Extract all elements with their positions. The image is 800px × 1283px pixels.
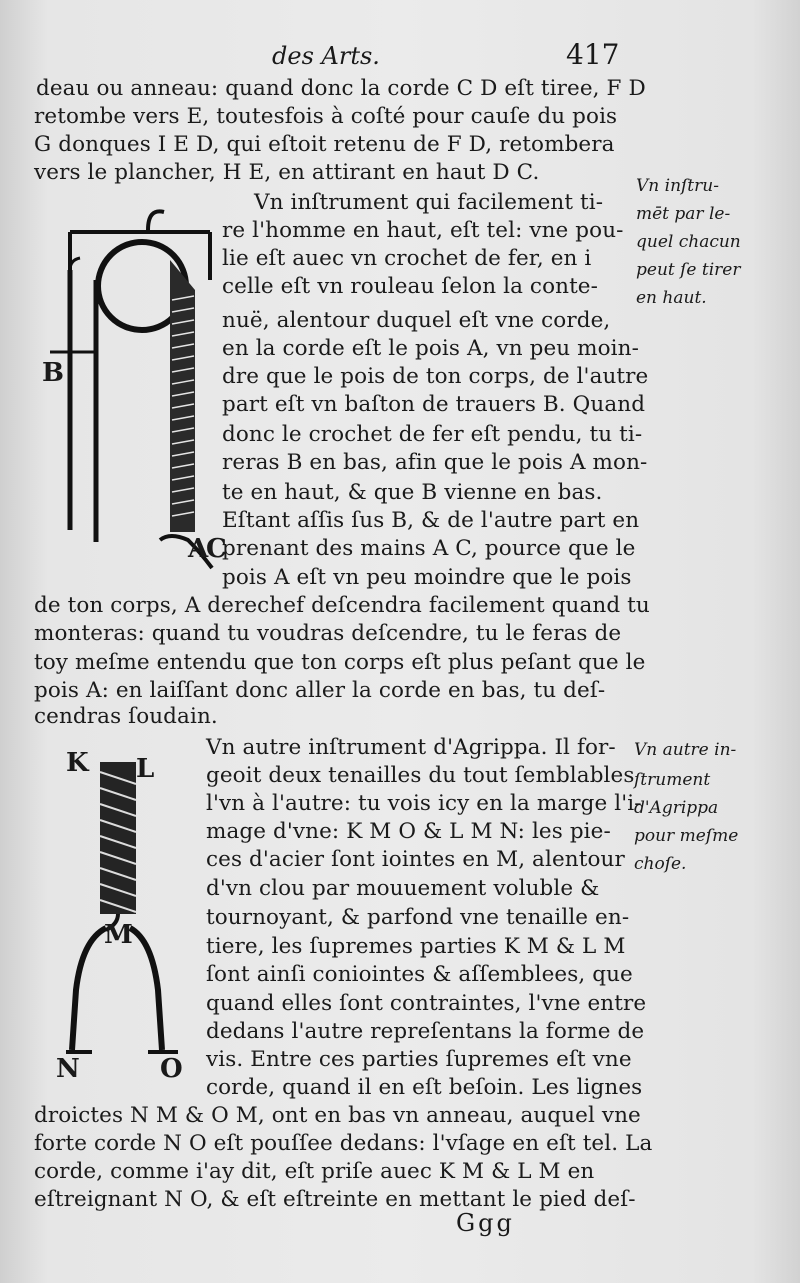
running-header: des Arts. (272, 42, 380, 70)
text-line: en la corde eſt le pois A, vn peu moin- (222, 336, 639, 361)
figure-label-o: O (160, 1054, 183, 1084)
signature-mark: Ggg (456, 1209, 515, 1237)
text-line: corde, quand il en eſt beſoin. Les lignes (206, 1075, 643, 1100)
text-line: prenant des mains A C, pource que le (222, 536, 636, 561)
text-line: dedans l'autre repreſentans la forme de (206, 1019, 645, 1044)
margin-note-line: ſtrument (634, 770, 711, 790)
text-line: d'vn clou par mouuement voluble & (206, 876, 600, 901)
margin-note-line: mēt par le- (636, 204, 731, 224)
figure-label-k: K (66, 748, 89, 778)
text-line: part eſt vn baſton de trauers B. Quand (222, 392, 646, 417)
text-line: pois A: en laiſſant donc aller la corde en bas, tu deſ- (34, 678, 606, 703)
text-line: te en haut, & que B vienne en bas. (222, 480, 603, 505)
text-line: deau ou anneau: quand donc la corde C D eſt tiree, F D (36, 76, 646, 101)
text-line: pois A eſt vn peu moindre que le pois (222, 565, 632, 590)
text-line: lie eſt auec vn crochet de fer, en i (222, 246, 592, 271)
figure-label-c: C (206, 534, 227, 564)
text-line: tournoyant, & parfond vne tenaille en- (206, 905, 630, 930)
text-line: vis. Entre ces parties ſupremes eſt vne (206, 1047, 632, 1072)
text-line: Eſtant aſſis ſus B, & de l'autre part en (222, 508, 640, 533)
text-line: retombe vers E, toutesfois à coſté pour cauſe du pois (34, 104, 618, 129)
text-line: droictes N M & O M, ont en bas vn anneau, auquel vne (34, 1103, 641, 1128)
text-line: re l'homme en haut, eſt tel: vne pou- (222, 218, 624, 243)
text-line: reras B en bas, afin que le pois A mon- (222, 450, 648, 475)
text-line: nuë, alentour duquel eſt vne corde, (222, 308, 611, 333)
margin-note-line: Vn autre in- (634, 740, 737, 760)
text-line: geoit deux tenailles du tout ſemblables (206, 763, 635, 788)
text-line: dre que le pois de ton corps, de l'autre (222, 364, 649, 389)
tongs-figure (52, 750, 202, 1080)
pulley-figure (40, 200, 230, 580)
text-line: cendras ſoudain. (34, 704, 218, 729)
figure-label-b: B (42, 358, 64, 388)
text-line: G donques I E D, qui eſtoit retenu de F D, retombera (34, 132, 615, 157)
margin-note-line: choſe. (634, 854, 687, 874)
text-line: Vn autre inſtrument d'Agrippa. Il for- (206, 735, 616, 760)
margin-note-line: quel chacun (636, 232, 741, 252)
figure-label-l: L (136, 754, 155, 784)
text-line: de ton corps, A derechef deſcendra facilement quand tu (34, 593, 650, 618)
text-line: tiere, les ſupremes parties K M & L M (206, 934, 626, 959)
text-line: quand elles ſont contraintes, l'vne entre (206, 991, 647, 1016)
text-line: ſont ainſi coniointes & aſſemblees, que (206, 962, 633, 987)
text-line: vers le plancher, H E, en attirant en haut D C. (34, 160, 540, 185)
margin-note-line: en haut. (636, 288, 707, 308)
text-line: corde, comme i'ay dit, eſt priſe auec K M & L M en (34, 1159, 595, 1184)
page-number: 417 (566, 38, 620, 71)
text-line: Vn inſtrument qui facilement ti- (254, 190, 604, 215)
margin-note-line: peut ſe tirer (636, 260, 741, 280)
figure-label-n: N (56, 1054, 80, 1084)
text-line: forte corde N O eſt pouſſee dedans: l'vſage en eſt tel. La (34, 1131, 653, 1156)
margin-note-line: d'Agrippa (634, 798, 719, 818)
margin-note-line: Vn inſtru- (636, 176, 719, 196)
figure-label-m: M (104, 920, 133, 950)
text-line: eſtreignant N O, & eſt eſtreinte en mettant le pied deſ- (34, 1187, 636, 1212)
text-line: monteras: quand tu voudras deſcendre, tu le feras de (34, 621, 622, 646)
text-line: l'vn à l'autre: tu vois icy en la marge l'i- (206, 791, 642, 816)
text-line: mage d'vne: K M O & L M N: les pie- (206, 819, 611, 844)
text-line: toy meſme entendu que ton corps eſt plus peſant que le (34, 650, 646, 675)
text-line: donc le crochet de fer eſt pendu, tu ti- (222, 422, 643, 447)
text-line: celle eſt vn rouleau ſelon la conte- (222, 274, 598, 299)
figure-label-a: A (188, 534, 209, 564)
margin-note-line: pour meſme (634, 826, 739, 846)
text-line: ces d'acier ſont iointes en M, alentour (206, 847, 625, 872)
